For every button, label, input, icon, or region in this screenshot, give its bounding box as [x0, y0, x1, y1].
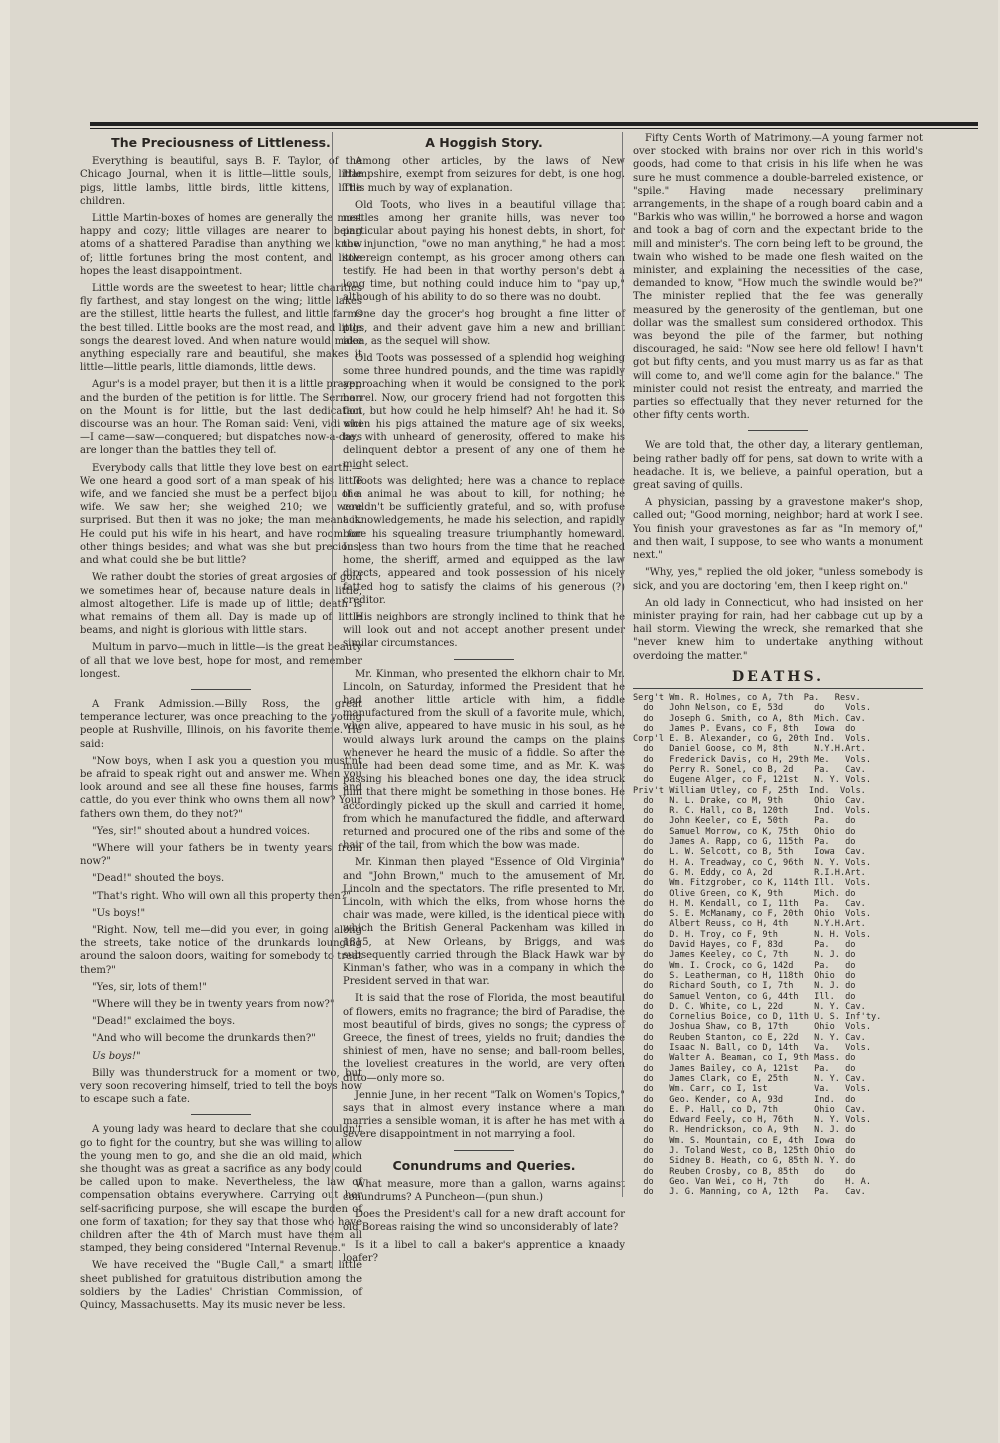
- paragraph: A young lady was heard to declare that she couldn't go to fight for the country, but she was willing to allow the young men to go, and she die an old maid, which she thought was as great a sacrifice as any body could be called upon to make. Nevertheless, the law of compensation obtains everywhere. Carrying out her self-sacrificing purpose, she will escape the burden of one form of taxation; for they say that those who have children after the 4th of March must have them all stamped, they being considered "Internal Revenue.": [80, 1124, 362, 1255]
- paragraph: An old lady in Connecticut, who had insisted on her minister praying for rain, had her cabbage cut up by a hail storm. Viewing the wreck, she remarked that she "never knew him to undertake anything without overdoing the matter.": [633, 597, 923, 662]
- death-entry: do Albert Reuss, co H, 4th N.Y.H.Art.: [633, 919, 866, 930]
- column-1: [80, 132, 362, 1316]
- separator: [191, 689, 251, 690]
- article-title: Conundrums and Queries.: [392, 1157, 576, 1173]
- paragraph: Jennie June, in her recent "Talk on Women's Topics," says that in almost every instance where a man marries a sensible woman, it is after he has met with a severe disappointment in not marrying a fool.: [343, 1089, 625, 1141]
- column-2: [332, 132, 625, 1269]
- death-entry: do James Keeley, co C, 7th N. J. do: [633, 950, 856, 961]
- paragraph: Little Martin-boxes of homes are generally the most happy and cozy; little villages are nearer to being atoms of a shattered Paradise than anything we know of; little fortunes bring the most content, and little hopes the least disappointment.: [80, 213, 362, 277]
- separator: [748, 430, 808, 431]
- death-entry: Priv't William Utley, co F, 25th Ind. Vols.: [633, 785, 866, 796]
- death-entry: do Wm. Carr, co I, 1st Va. Vols.: [633, 1084, 871, 1095]
- death-entry: do S. E. McManamy, co F, 20th Ohio Vols.: [633, 909, 871, 920]
- paragraph: Toots was delighted; here was a chance to replace the animal he was about to kill, for nothing; he couldn't be sufficiently grateful, and so, with profuse acknowledgements, he made his selection, and rapidly bore his squealing treasure triumphantly homeward. In less than two hours from the time that he reached home, the sheriff, armed and equipped as the law directs, appeared and took possession of his nicely fatted hog to satisfy the claims of his generous (?) creditor.: [343, 475, 625, 606]
- paragraph: Everything is beautiful, says B. F. Taylor, of the Chicago Journal, when it is little—little souls, little pigs, little lambs, little birds, little kittens, little children.: [80, 156, 362, 207]
- death-entry: do Olive Green, co K, 9th Mich. do: [633, 888, 856, 899]
- death-entry: do D. C. White, co L, 22d N. Y. Cav.: [633, 1001, 866, 1012]
- death-entry: do H. A. Treadway, co C, 96th N. Y. Vols.: [633, 857, 871, 868]
- death-entry: do Joseph G. Smith, co A, 8th Mich. Cav.: [633, 713, 866, 724]
- death-entry: do Frederick Davis, co H, 29th Me. Vols.: [633, 754, 871, 765]
- paragraph: Is it a libel to call a baker's apprentice a knaady loafer?: [343, 1239, 625, 1264]
- paragraph: We have received the "Bugle Call," a smart little sheet published for gratuitous distribution among the soldiers by the Ladies' Christian Commission, of Quincy, Massachusetts. May its music never be less.: [80, 1260, 362, 1312]
- paragraph: "Dead!" shouted the boys.: [92, 873, 225, 885]
- death-entry: do S. Leatherman, co H, 118th Ohio do: [633, 970, 856, 981]
- death-entry: Corp'l E. B. Alexander, co G, 20th Ind. Vols.: [633, 734, 871, 745]
- death-entry: do Eugene Alger, co F, 121st N. Y. Vols.: [633, 775, 871, 786]
- death-entry: do N. L. Drake, co M, 9th Ohio Cav.: [633, 795, 866, 806]
- header-rule-thin: [90, 128, 978, 129]
- paragraph: "Yes, sir!" shouted about a hundred voices.: [92, 825, 311, 837]
- paragraph: "Right. Now, tell me—did you ever, in going along the streets, take notice of the drunkards lounging around the saloon doors, waiting for somebody to treat them?": [80, 924, 362, 976]
- paragraph: Little words are the sweetest to hear; little charities fly farthest, and stay longest on the wing; little lakes are the stillest, little hearts the fullest, and little farms the best tilled. Little books are the most read, and little songs the dearest loved. And when nature would make anything especially rare and beautiful, she makes it little—little pearls, little diamonds, little dews.: [80, 283, 362, 374]
- separator: [454, 659, 514, 660]
- paragraph: Mr. Kinman, who presented the elkhorn chair to Mr. Lincoln, on Saturday, informed the President that he had another little article with him, a fiddle manufactured from the skull of a favorite mule, which, when alive, appeared to have music in his soul, as he would always lurk around the camps on the plains whenever he heard the music of a fiddle. So after the mule had been dead some time, and as Mr. K. was passing his bleached bones one day, the idea struck him that there might be something in those bones. He accordingly picked up the skull and carried it home, from which he manufactured the fiddle, and afterward returned and procured one of the ribs and some of the hair of the tail, from which the bow was made.: [343, 668, 625, 852]
- paragraph: "And who will become the drunkards then?": [92, 1033, 316, 1045]
- paragraph: What measure, more than a gallon, warns against conundrums? A Puncheon—(pun shun.): [343, 1178, 625, 1204]
- paragraph: We are told that, the other day, a literary gentleman, being rather badly off for pens, sat down to write with a headache. It is, we believe, a painful operation, but a great saving of quills.: [633, 440, 923, 492]
- paragraph: Billy was thunderstruck for a moment or two, but very soon recovering himself, tried to tell the boys how to escape such a fate.: [80, 1067, 362, 1106]
- death-entry: do Daniel Goose, co M, 8th N.Y.H.Art.: [633, 744, 866, 755]
- column-3: [622, 132, 923, 1197]
- paragraph: Mr. Kinman then played "Essence of Old Virginia" and "John Brown," much to the amusement of Mr. Lincoln and the spectators. The rifle presented to Mr. Lincoln, with which the elks, from whose horns the chair was made, were killed, is the identical piece with which the British General Packenham was killed in 1815, at New Orleans, by Briggs, and was subsequently carried through the Black Hawk war by Kinman's father, who was in a company in which the President served in that war.: [343, 857, 625, 988]
- death-entry: do David Hayes, co F, 83d Pa. do: [633, 940, 856, 951]
- paragraph: "Where will your fathers be in twenty years from now?": [80, 842, 362, 868]
- deaths-heading: DEATHS.: [731, 668, 825, 685]
- paragraph: "Where will they be in twenty years from now?": [92, 998, 335, 1010]
- paragraph: "Us boys!": [92, 907, 146, 919]
- paragraph: Multum in parvo—much in little—is the great beauty of all that we love best, hope for most, and remember longest.: [80, 642, 362, 680]
- paragraph: Agur's is a model prayer, but then it is a little prayer, and the burden of the petition is for little. The Sermon on the Mount is for little, but the last dedication discourse was an hour. The Roman said: Veni, vidi vici—I came—saw—conquered; but dispatches now-a-days are longer than the battles they tell of.: [80, 379, 362, 457]
- separator: [633, 688, 923, 689]
- death-entry: do John Nelson, co E, 53d do Vols.: [633, 703, 871, 714]
- death-entry: do H. M. Kendall, co I, 11th Pa. Cav.: [633, 898, 866, 909]
- death-entry: do Samuel Venton, co G, 44th Ill. do: [633, 991, 856, 1002]
- paragraph: It is said that the rose of Florida, the most beautiful of flowers, emits no fragrance; the bird of Paradise, the most beautiful of birds, gives no songs; the cypress of Greece, the finest of trees, yields no fruit; dandies the shiniest of men, have no sense; and ball-room belles, the loveliest creatures in the world, are very often ditto—only more so.: [343, 993, 625, 1084]
- death-entry: do Geo. Van Wei, co H, 7th do H. A.: [633, 1176, 871, 1187]
- death-entry: do James A. Rapp, co G, 115th Pa. do: [633, 837, 856, 848]
- death-entry: do Samuel Morrow, co K, 75th Ohio do: [633, 826, 856, 837]
- death-entry: do Joshua Shaw, co B, 17th Ohio Vols.: [633, 1022, 871, 1033]
- death-entry: do E. P. Hall, co D, 7th Ohio Cav.: [633, 1104, 866, 1115]
- death-entry: do J. G. Manning, co A, 12th Pa. Cav.: [633, 1187, 866, 1198]
- death-entry: do Reuben Stanton, co E, 22d N. Y. Cav.: [633, 1032, 866, 1043]
- death-entry: do James Clark, co E, 25th N. Y. Cav.: [633, 1073, 866, 1084]
- death-entry: Serg't Wm. R. Holmes, co A, 7th Pa. Resv.: [633, 692, 861, 703]
- paragraph: We rather doubt the stories of great argosies of gold we sometimes hear of, because nature deals in little, almost altogether. Life is made up of little; death is what remains of them all. Day is made up of little beams, and night is glorious with little stars.: [80, 572, 362, 637]
- paragraph: Us boys!": [92, 1050, 141, 1062]
- death-entry: do Cornelius Boice, co D, 11th U. S. Inf'ty.: [633, 1012, 882, 1023]
- death-entry: do Geo. Kender, co A, 93d Ind. do: [633, 1094, 856, 1105]
- paragraph: One day the grocer's hog brought a fine litter of pigs, and their advent gave him a new and brilliant idea, as the sequel will show.: [343, 309, 625, 347]
- separator: [191, 1114, 251, 1115]
- paragraph: A Frank Admission.—Billy Ross, the great temperance lecturer, was once preaching to the young people at Rushville, Illinois, on his favorite theme. He said:: [80, 698, 362, 750]
- paragraph: Does the President's call for a new draft account for old Boreas raising the wind so unconsiderably of late?: [343, 1209, 625, 1234]
- death-entry: do G. M. Eddy, co A, 2d R.I.H.Art.: [633, 867, 866, 878]
- death-entry: do L. W. Selcott, co B, 5th Iowa Cav.: [633, 847, 866, 858]
- death-entry: do Perry R. Sonel, co B, 2d Pa. Cav.: [633, 765, 866, 775]
- deaths-list: [633, 693, 923, 1198]
- paragraph: Fifty Cents Worth of Matrimony.—A young farmer not over stocked with brains nor over rich in this world's goods, had come to that crisis in his life when he was sure he must commence a double-barreled existence, or "spile." Having made necessary preliminary arrangements, in the shape of a rough board cabin and a "Barkis who was willin," he borrowed a horse and wagon and took a bag of corn and the expectant bride to the mill and minister's. The corn being left to be ground, the twain who wished to be made one flesh waited on the minister, and explaining the necessities of the case, demanded to know, "How much the swindle would be?" The minister replied that the fee was generally measured by the generosity of the gentleman, but one dollar was the smallest sum considered orthodox. This was beyond the pile of the farmer, but nothing discouraged, he said: "Now see here old fellow! I havn't got but fifty cents, and you must marry us as far as that will come to, and we'll come agin for the balance." The minister could not resist the entreaty, and married the parties so effectually that they never returned for the other fifty cents worth.: [633, 133, 923, 422]
- death-entry: do Isaac N. Ball, co D, 14th Va. Vols.: [633, 1043, 871, 1054]
- death-entry: do Wm. S. Mountain, co E, 4th Iowa do: [633, 1135, 856, 1146]
- death-entry: do Richard South, co I, 7th N. J. do: [633, 981, 856, 992]
- paragraph: His neighbors are strongly inclined to think that he will look out and not accept another present under similar circumstances.: [343, 611, 625, 650]
- death-entry: do Sidney B. Heath, co G, 85th N. Y. do: [633, 1156, 856, 1167]
- paragraph: Everybody calls that little they love best on earth.—We one heard a good sort of a man speak of his little wife, and we fancied she must be a perfect bijou of a wife. We saw her; she weighed 210; we were surprised. But then it was no joke; the man meant it. He could put his wife in his heart, and have room for other things besides; and what was she but precious, and what could she be but little?: [80, 462, 362, 567]
- header-rule: [90, 122, 978, 126]
- paragraph: "Now boys, when I ask you a question you must'nt be afraid to speak right out and answer me. When you look around and see all these fine houses, farms and cattle, do you ever think who owns them all now? Your fathers own them, do they not?": [80, 755, 362, 820]
- death-entry: do J. Toland West, co B, 125th Ohio do: [633, 1145, 856, 1156]
- death-entry: do R. C. Hall, co B, 120th Ind. Vols.: [633, 806, 871, 817]
- death-entry: do D. H. Troy, co F, 9th N. H. Vols.: [633, 929, 871, 940]
- death-entry: do R. Hendrickson, co A, 9th N. J. do: [633, 1125, 856, 1136]
- article-title: The Preciousness of Littleness.: [111, 135, 331, 150]
- paragraph: Old Toots, who lives in a beautiful village that nestles among her granite hills, was never too particular about paying his honest debts, in short, for the injunction, "owe no man anything," he had a most sovereign contempt, as his grocer among others can testify. He had been in that worthy person's debt a long time, but nothing could induce him to "pay up," although of his ability to do so there was no doubt.: [343, 199, 625, 304]
- death-entry: do Wm. Fitzgrober, co K, 114th Ill. Vols.: [633, 878, 871, 889]
- death-entry: do James P. Evans, co F, 8th Iowa do: [633, 723, 856, 734]
- death-entry: do Reuben Crosby, co B, 85th do do: [633, 1166, 856, 1177]
- paragraph: A physician, passing by a gravestone maker's shop, called out; "Good morning, neighbor; hard at work I see. You finish your gravestones as far as "In memory of," and then wait, I suppose, to see who wants a monument next.": [633, 497, 923, 562]
- separator: [454, 1150, 514, 1151]
- death-entry: do Walter A. Beaman, co I, 9th Mass. do: [633, 1053, 856, 1064]
- death-entry: do John Keeler, co E, 50th Pa. do: [633, 816, 856, 827]
- paragraph: "That's right. Who will own all this property then?": [92, 890, 351, 902]
- paragraph: "Yes, sir, lots of them!": [92, 981, 208, 993]
- death-entry: do Edward Feely, co H, 76th N. Y. Vols.: [633, 1115, 871, 1126]
- death-entry: do Wm. I. Crock, co G, 142d Pa. do: [633, 960, 856, 971]
- article-title: A Hoggish Story.: [425, 135, 543, 150]
- death-entry: do James Bailey, co A, 121st Pa. do: [633, 1063, 856, 1074]
- paragraph: "Why, yes," replied the old joker, "unless somebody is sick, and you are doctoring 'em, then I keep right on.": [633, 567, 923, 592]
- paragraph: Old Toots was possessed of a splendid hog weighing some three hundred pounds, and the time was rapidly approaching when it would be consigned to the pork barrel. Now, our grocery friend had not forgotten this fact, but how could he help himself? Ah! he had it. So when his pigs attained the mature age of six weeks, he, with unheard of generosity, offered to make his delinquent debtor a present of any one of them he might select.: [343, 353, 625, 470]
- paragraph: "Dead!" exclaimed the boys.: [92, 1016, 236, 1028]
- paragraph: Among other articles, by the laws of New Hampshire, exempt from seizures for debt, is one hog. This much by way of explanation.: [343, 156, 625, 194]
